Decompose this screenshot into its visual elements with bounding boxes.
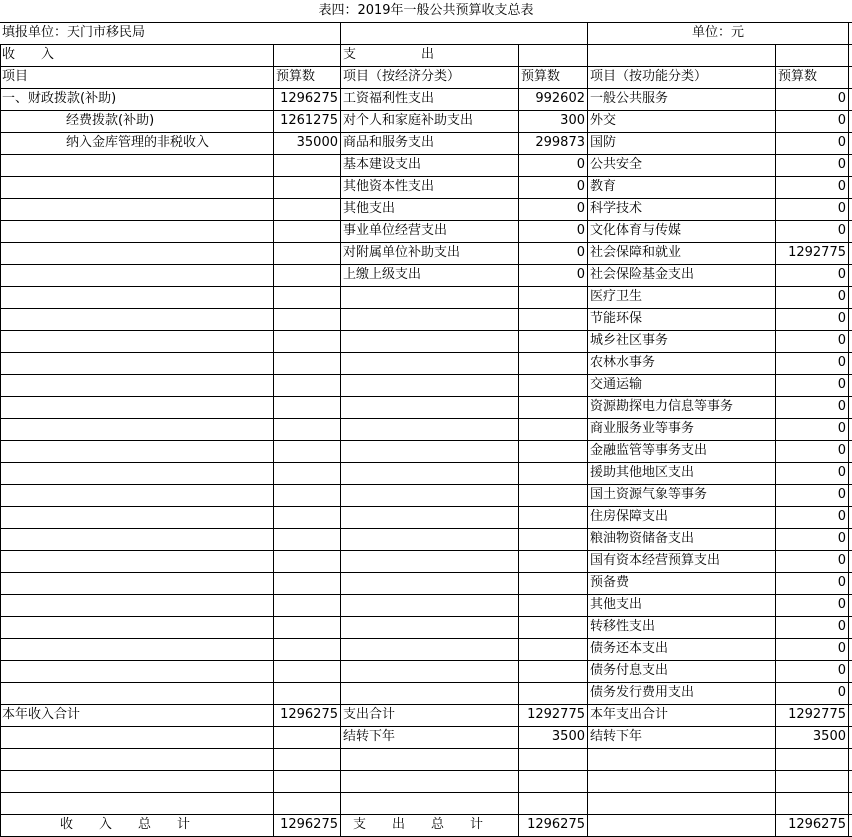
- col-header-budget-func: 预算数: [778, 69, 818, 84]
- func-row-label: 外交: [590, 113, 617, 128]
- func-row-value: 0: [837, 201, 846, 216]
- grid-horizontal-line: [0, 572, 852, 573]
- currency-unit: 单位：元: [691, 25, 744, 40]
- func-row-label: 教育: [590, 179, 617, 194]
- income-row-value: 1261275: [280, 113, 338, 128]
- sheet-title: 表四：2019年一般公共预算收支总表: [318, 3, 534, 18]
- econ-row-label: 其他资本性支出: [343, 179, 435, 194]
- func-row-value: 0: [837, 223, 846, 238]
- col-header-budget-income: 预算数: [276, 69, 316, 84]
- grid-horizontal-line: [0, 110, 852, 111]
- func-row-value: 0: [837, 487, 846, 502]
- func-row-value: 0: [837, 355, 846, 370]
- grand-expense-value: 1296275: [527, 817, 585, 832]
- func-row-label: 国土资源气象等事务: [590, 487, 708, 502]
- econ-row-label: 对附属单位补助支出: [343, 245, 461, 260]
- grid-horizontal-line: [0, 440, 852, 441]
- func-row-value: 0: [837, 421, 846, 436]
- econ-row-value: 0: [576, 157, 585, 172]
- grid-horizontal-line: [0, 198, 852, 199]
- grid-horizontal-line: [0, 220, 852, 221]
- func-row-value: 0: [837, 575, 846, 590]
- func-row-label: 资源勘探电力信息等事务: [590, 399, 734, 414]
- econ-row-label: 对个人和家庭补助支出: [343, 113, 474, 128]
- econ-row-value: 992602: [535, 91, 585, 106]
- grid-horizontal-line: [0, 726, 852, 727]
- grand-func-value: 1296275: [788, 817, 846, 832]
- econ-row-value: 0: [576, 201, 585, 216]
- func-row-label: 债务还本支出: [590, 641, 669, 656]
- func-row-value: 0: [837, 465, 846, 480]
- grid-horizontal-line: [0, 418, 852, 419]
- grid-horizontal-line: [0, 462, 852, 463]
- income-row-value: 35000: [296, 135, 338, 150]
- expense-section-header: 支 出: [343, 47, 435, 62]
- grid-vertical-line: [0, 44, 1, 837]
- grid-horizontal-line: [0, 242, 852, 243]
- func-row-value: 0: [837, 289, 846, 304]
- func-row-label: 城乡社区事务: [590, 333, 669, 348]
- func-row-label: 商业服务业等事务: [590, 421, 695, 436]
- econ-row-label: 基本建设支出: [343, 157, 422, 172]
- grid-horizontal-line: [0, 770, 852, 771]
- func-row-label: 文化体育与传媒: [590, 223, 682, 238]
- grid-horizontal-line: [0, 484, 852, 485]
- grid-horizontal-line: [0, 66, 852, 67]
- func-row-label: 债务发行费用支出: [590, 685, 695, 700]
- func-row-label: 农林水事务: [590, 355, 656, 370]
- grid-horizontal-line: [0, 550, 852, 551]
- econ-row-value: 300: [560, 113, 585, 128]
- econ-row-value: 299873: [535, 135, 585, 150]
- grid-horizontal-line: [0, 616, 852, 617]
- econ-row-label: 工资福利性支出: [343, 91, 435, 106]
- expense-total-label: 支出合计: [343, 707, 396, 722]
- econ-row-label: 其他支出: [343, 201, 396, 216]
- func-row-label: 社会保险基金支出: [590, 267, 695, 282]
- grid-vertical-line: [273, 44, 274, 837]
- func-row-label: 国防: [590, 135, 617, 150]
- grid-horizontal-line: [0, 374, 852, 375]
- func-row-label: 援助其他地区支出: [590, 465, 695, 480]
- func-row-label: 交通运输: [590, 377, 643, 392]
- func-row-value: 0: [837, 443, 846, 458]
- grid-horizontal-line: [0, 682, 852, 683]
- col-header-budget-econ: 预算数: [521, 69, 561, 84]
- econ-row-value: 0: [576, 267, 585, 282]
- func-row-value: 0: [837, 377, 846, 392]
- income-row-label: 一、财政拨款(补助): [2, 91, 117, 106]
- grid-horizontal-line: [0, 748, 852, 749]
- func-row-value: 0: [837, 179, 846, 194]
- income-section-header: 收 入: [2, 47, 55, 62]
- func-carryover-label: 结转下年: [590, 729, 643, 744]
- func-row-value: 0: [837, 399, 846, 414]
- grid-horizontal-line: [0, 594, 852, 595]
- grid-horizontal-line: [0, 792, 852, 793]
- econ-row-label: 上缴上级支出: [343, 267, 422, 282]
- func-row-label: 住房保障支出: [590, 509, 669, 524]
- econ-row-value: 0: [576, 223, 585, 238]
- func-row-value: 0: [837, 113, 846, 128]
- grid-vertical-line: [775, 44, 776, 837]
- func-expense-total-label: 本年支出合计: [590, 707, 669, 722]
- grid-horizontal-line: [0, 22, 852, 23]
- grid-horizontal-line: [0, 660, 852, 661]
- func-row-value: 0: [837, 91, 846, 106]
- func-carryover-value: 3500: [812, 729, 846, 744]
- func-row-value: 0: [837, 509, 846, 524]
- econ-row-value: 0: [576, 179, 585, 194]
- grid-horizontal-line: [0, 396, 852, 397]
- income-total-value: 1296275: [280, 707, 338, 722]
- func-row-label: 粮油物资储备支出: [590, 531, 695, 546]
- grid-horizontal-line: [0, 506, 852, 507]
- func-row-label: 其他支出: [590, 597, 643, 612]
- col-header-func-item: 项目（按功能分类）: [590, 69, 708, 84]
- col-header-item: 项目: [2, 69, 29, 84]
- grid-horizontal-line: [0, 286, 852, 287]
- income-total-label: 本年收入合计: [2, 707, 81, 722]
- econ-carryover-label: 结转下年: [343, 729, 396, 744]
- func-row-label: 金融监管等事务支出: [590, 443, 708, 458]
- grid-horizontal-line: [0, 264, 852, 265]
- grid-horizontal-line: [0, 528, 852, 529]
- grid-vertical-line: [587, 22, 588, 837]
- grid-horizontal-line: [0, 132, 852, 133]
- econ-row-label: 商品和服务支出: [343, 135, 435, 150]
- grid-horizontal-line: [0, 638, 852, 639]
- econ-carryover-value: 3500: [551, 729, 585, 744]
- econ-row-label: 事业单位经营支出: [343, 223, 448, 238]
- func-row-label: 节能环保: [590, 311, 643, 326]
- func-row-value: 0: [837, 619, 846, 634]
- grid-horizontal-line: [0, 176, 852, 177]
- grid-horizontal-line: [0, 308, 852, 309]
- func-row-label: 转移性支出: [590, 619, 656, 634]
- income-row-label: 经费拨款(补助): [66, 113, 155, 128]
- func-row-label: 一般公共服务: [590, 91, 669, 106]
- income-row-label: 纳入金库管理的非税收入: [66, 135, 210, 150]
- func-row-label: 科学技术: [590, 201, 643, 216]
- func-row-label: 债务付息支出: [590, 663, 669, 678]
- grid-horizontal-line: [0, 154, 852, 155]
- grid-horizontal-line: [0, 88, 852, 89]
- func-row-label: 预备费: [590, 575, 630, 590]
- econ-row-value: 0: [576, 245, 585, 260]
- grid-vertical-line: [848, 22, 849, 837]
- grand-expense-label: 支 出 总 计: [353, 817, 484, 832]
- func-row-value: 1292775: [788, 245, 846, 260]
- grand-income-value: 1296275: [280, 817, 338, 832]
- grid-horizontal-line: [0, 814, 852, 815]
- func-row-value: 0: [837, 157, 846, 172]
- func-row-value: 0: [837, 597, 846, 612]
- func-row-value: 0: [837, 641, 846, 656]
- grid-vertical-line: [340, 22, 341, 837]
- grid-horizontal-line: [0, 44, 852, 45]
- func-row-label: 社会保障和就业: [590, 245, 682, 260]
- func-row-label: 公共安全: [590, 157, 643, 172]
- col-header-econ-item: 项目（按经济分类）: [343, 69, 461, 84]
- func-row-label: 医疗卫生: [590, 289, 643, 304]
- func-row-value: 0: [837, 685, 846, 700]
- func-row-value: 0: [837, 135, 846, 150]
- func-row-value: 0: [837, 311, 846, 326]
- expense-total-value: 1292775: [527, 707, 585, 722]
- grid-horizontal-line: [0, 352, 852, 353]
- func-row-value: 0: [837, 333, 846, 348]
- grid-horizontal-line: [0, 330, 852, 331]
- grid-horizontal-line: [0, 704, 852, 705]
- grand-income-label: 收 入 总 计: [60, 817, 191, 832]
- income-row-value: 1296275: [280, 91, 338, 106]
- func-row-value: 0: [837, 663, 846, 678]
- func-row-value: 0: [837, 531, 846, 546]
- grid-vertical-line: [518, 44, 519, 837]
- reporting-unit: 填报单位：天门市移民局: [2, 25, 146, 40]
- func-row-value: 0: [837, 267, 846, 282]
- func-row-label: 国有资本经营预算支出: [590, 553, 721, 568]
- func-expense-total-value: 1292775: [788, 707, 846, 722]
- func-row-value: 0: [837, 553, 846, 568]
